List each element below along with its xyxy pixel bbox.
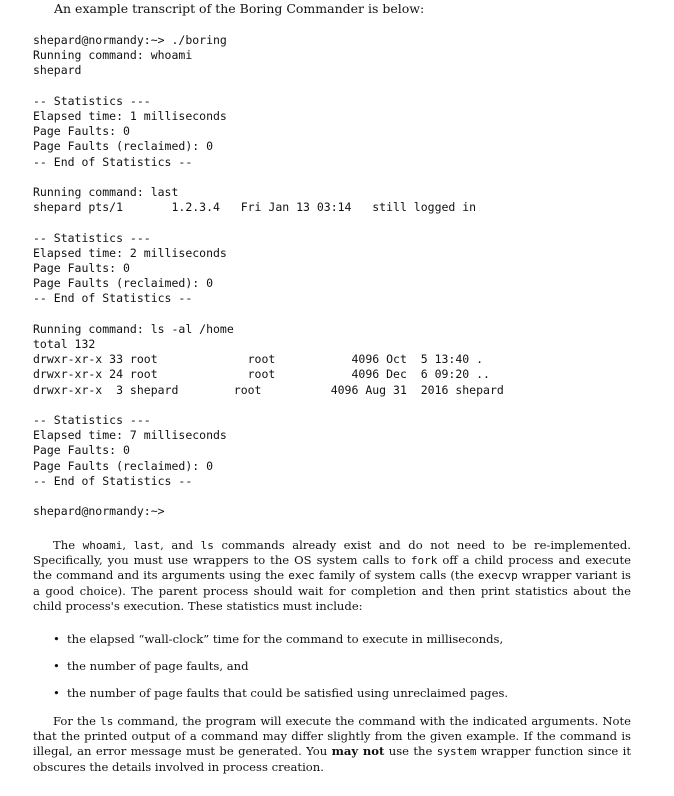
intro-text: An example transcript of the Boring Commander is below: (54, 1, 425, 16)
code-exec: exec (288, 569, 315, 583)
list-item: • the number of page faults, and (55, 659, 635, 674)
list-item: • the number of page faults that could be satisfied using unreclaimed pages. (55, 686, 635, 701)
emphasis-may-not: may not (331, 744, 385, 759)
code-ls: ls (100, 715, 114, 728)
paragraph-ls-command: For the ls command, the program will execute the command with the indicated arguments. Note that the printed output of a command may differ slightly from the given example. If the command is illegal, an error message must be generated. You may not use the system wrapper function since it obscures the details involved in process creation. (33, 714, 631, 774)
code-system: system (436, 745, 477, 759)
code-fork: fork (410, 554, 438, 568)
code-whoami: whoami (82, 539, 123, 552)
code-execvp: execvp (477, 569, 518, 583)
code-ls: ls (200, 539, 214, 552)
code-last: last (133, 539, 161, 552)
list-item: • the elapsed “wall-clock” time for the command to execute in milliseconds, (55, 632, 635, 647)
paragraph-requirements: The whoami, last, and ls commands already exist and do not need to be re-implemented. Specifically, you must use wrappers to the OS system calls to fork off a child process and execute the command and its arguments using the exec family of system calls (the execvp wrapper variant is a good choice). The parent process should wait for completion and then print statistics about the child process's execution. These statistics must include: (33, 538, 631, 613)
statistics-list (55, 632, 635, 702)
terminal-transcript: shepard@normandy:~> ./boring Running command: whoami shepard -- Statistics --- Elapsed time: 1 milliseconds Page Faults: 0 Page Faults (reclaimed): 0 -- End of Statistics -- Running command: last shepard pts/1 1.2.3.4 Fri Jan 13 03:14 still logged in -- Statistics --- Elapsed time: 2 milliseconds Page Faults: 0 Page Faults (reclaimed): 0 -- End of Statistics -- Running command: ls -al /home total 132 drwxr-xr-x 33 root root 4096 Oct 5 13:40 . drwxr-xr-x 24 root root 4096 Dec 6 09:20 .. drwxr-xr-x 3 shepard root 4096 Aug 31 2016 shepard -- Statistics --- Elapsed time: 7 milliseconds Page Faults: 0 Page Faults (reclaimed): 0 -- End of Statistics -- shepard@normandy:~> (33, 33, 504, 519)
